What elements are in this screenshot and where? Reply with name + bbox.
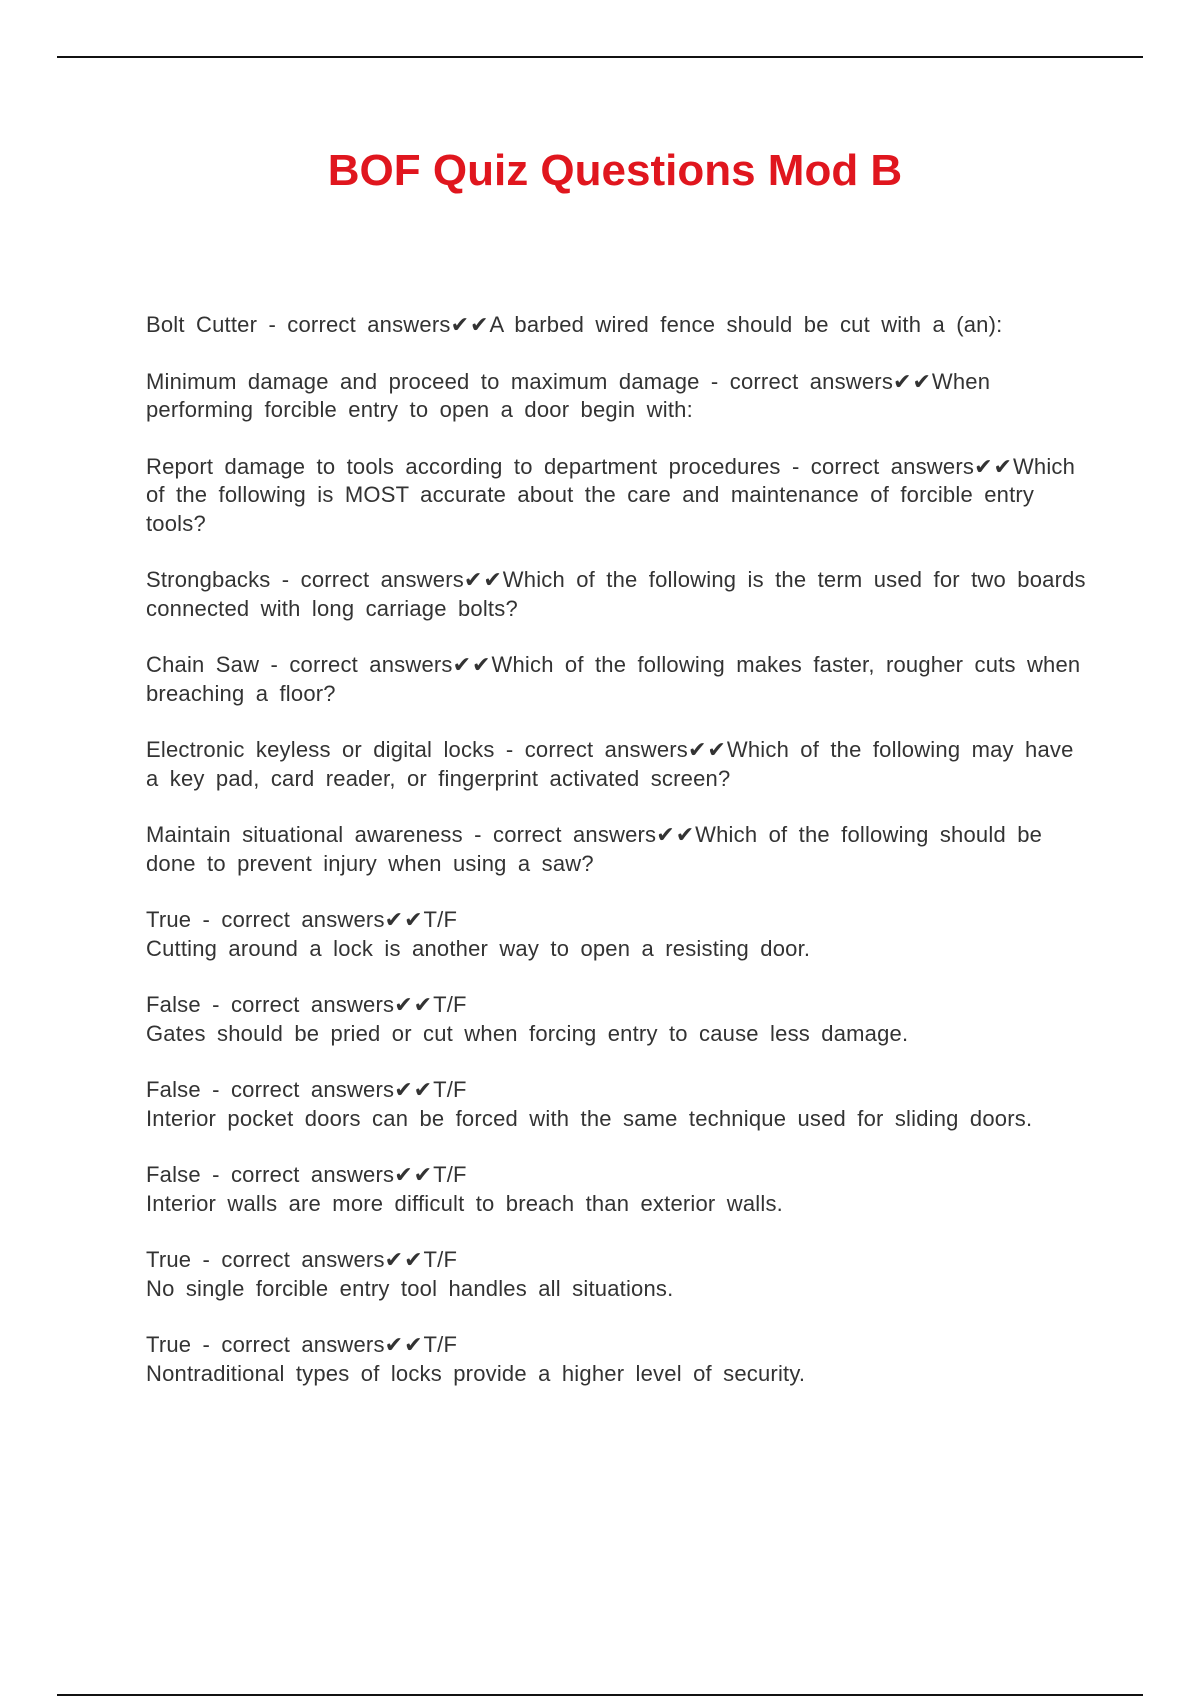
- entry-answer: True: [146, 1247, 192, 1272]
- checkmark-icon: ✔✔: [452, 652, 492, 677]
- checkmark-icon: ✔✔: [450, 312, 490, 337]
- entry-answer: Report damage to tools according to department procedures: [146, 453, 781, 479]
- entry-answer: Strongbacks: [146, 567, 271, 592]
- entry-question: A barbed wired fence should be cut with a (an):: [489, 312, 1003, 337]
- quiz-entry: [146, 566, 1096, 623]
- checkmark-icon: ✔✔: [384, 1247, 424, 1272]
- checkmark-icon: ✔✔: [974, 453, 1013, 479]
- quiz-entry: [146, 651, 1096, 708]
- entry-statement: Nontraditional types of locks provide a higher level of security.: [146, 1360, 806, 1386]
- entry-question: T/F: [423, 1332, 458, 1357]
- entry-question: Which of the following is the term used for two boards connected with long carriage bolts?: [146, 567, 1086, 621]
- entry-answer: True: [146, 1332, 192, 1357]
- quiz-entries: [146, 311, 1096, 1416]
- entry-separator: - correct answers: [257, 312, 451, 337]
- entry-answer: False: [146, 1077, 201, 1102]
- entry-answer: Maintain situational awareness: [146, 822, 463, 847]
- entry-separator: - correct answers: [200, 1077, 395, 1102]
- entry-answer: False: [146, 1162, 201, 1187]
- entry-answer: False: [146, 992, 201, 1017]
- quiz-entry: [146, 311, 1096, 340]
- entry-question: T/F: [433, 1077, 467, 1102]
- entry-answer: Minimum damage and proceed to maximum damage: [146, 368, 700, 394]
- bottom-rule: [57, 1694, 1143, 1696]
- checkmark-icon: ✔✔: [893, 368, 932, 394]
- checkmark-icon: ✔✔: [463, 567, 503, 592]
- entry-statement: No single forcible entry tool handles all situations.: [146, 1275, 674, 1301]
- top-rule: [57, 56, 1143, 58]
- entry-statement: Gates should be pried or cut when forcing entry to cause less damage.: [146, 1020, 909, 1046]
- entry-separator: - correct answers: [462, 822, 657, 847]
- entry-separator: - correct answers: [494, 737, 688, 762]
- entry-answer: True: [146, 907, 192, 932]
- entry-answer: Electronic keyless or digital locks: [146, 737, 495, 762]
- entry-separator: - correct answers: [780, 453, 975, 479]
- entry-separator: - correct answers: [191, 1332, 385, 1357]
- checkmark-icon: ✔✔: [394, 1162, 434, 1187]
- entry-question: Which of the following should be done to prevent injury when using a saw?: [146, 822, 1043, 876]
- entry-separator: - correct answers: [200, 1162, 395, 1187]
- page-title: BOF Quiz Questions Mod B: [327, 146, 903, 195]
- quiz-entry: [146, 991, 1096, 1048]
- quiz-entry: [146, 368, 1096, 425]
- entry-question: T/F: [433, 1162, 467, 1187]
- entry-statement: Interior walls are more difficult to breach than exterior walls.: [146, 1190, 783, 1216]
- entry-separator: - correct answers: [270, 567, 464, 592]
- entry-separator: - correct answers: [191, 907, 385, 932]
- entry-question: T/F: [423, 907, 458, 932]
- entry-question: Which of the following is MOST accurate about the care and maintenance of forcible entry tools?: [146, 453, 1076, 536]
- entry-separator: - correct answers: [200, 992, 395, 1017]
- entry-separator: - correct answers: [259, 652, 453, 677]
- entry-statement: Cutting around a lock is another way to open a resisting door.: [146, 935, 811, 961]
- entry-question: Which of the following may have a key pad, card reader, or fingerprint activated screen?: [146, 737, 1074, 791]
- entry-answer: Bolt Cutter: [146, 312, 258, 337]
- checkmark-icon: ✔✔: [394, 1077, 434, 1102]
- entry-answer: Chain Saw: [146, 652, 260, 677]
- quiz-entry: [146, 1331, 1096, 1388]
- checkmark-icon: ✔✔: [688, 737, 727, 762]
- checkmark-icon: ✔✔: [394, 992, 434, 1017]
- entry-question: Which of the following makes faster, rougher cuts when breaching a floor?: [146, 652, 1081, 706]
- quiz-entry: [146, 1246, 1096, 1303]
- entry-separator: - correct answers: [699, 368, 894, 394]
- checkmark-icon: ✔✔: [656, 822, 696, 847]
- entry-question: T/F: [433, 992, 467, 1017]
- quiz-entry: [146, 1076, 1096, 1133]
- quiz-entry: [146, 736, 1096, 793]
- entry-statement: Interior pocket doors can be forced with the same technique used for sliding doors.: [146, 1105, 1033, 1131]
- checkmark-icon: ✔✔: [384, 907, 424, 932]
- quiz-entry: [146, 821, 1096, 878]
- entry-question: When performing forcible entry to open a door begin with:: [146, 368, 991, 422]
- entry-question: T/F: [423, 1247, 458, 1272]
- entry-separator: - correct answers: [191, 1247, 385, 1272]
- quiz-entry: [146, 906, 1096, 963]
- quiz-entry: [146, 453, 1096, 539]
- quiz-entry: [146, 1161, 1096, 1218]
- checkmark-icon: ✔✔: [384, 1332, 424, 1357]
